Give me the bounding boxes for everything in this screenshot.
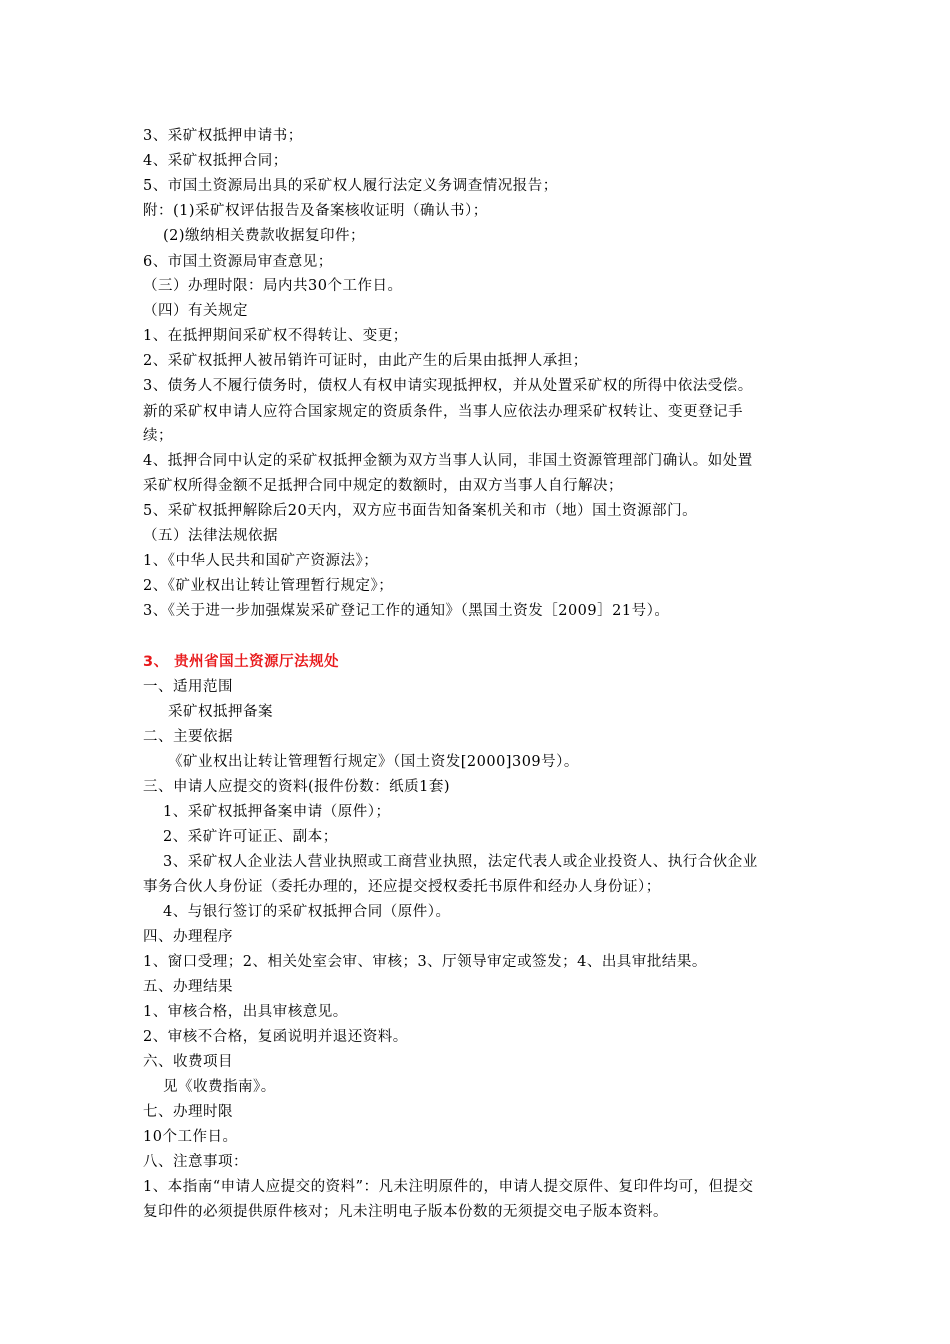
text-line: 1、在抵押期间采矿权不得转让、变更； <box>143 328 408 344</box>
text-line: 3、采矿权人企业法人营业执照或工商营业执照，法定代表人或企业投资人、执行合伙企业 <box>163 854 758 870</box>
text-line: 事务合伙人身份证（委托办理的，还应提交授权委托书原件和经办人身份证）； <box>143 879 661 895</box>
section-heading: 四、办理程序 <box>143 929 233 945</box>
text-line: 复印件的必须提供原件核对；凡未注明电子版本份数的无须提交电子版本资料。 <box>143 1204 668 1220</box>
section-heading: 三、申请人应提交的资料(报件份数：纸质1套) <box>143 779 451 795</box>
text-line: 新的采矿权申请人应符合国家规定的资质条件，当事人应依法办理采矿权转让、变更登记手 <box>143 404 743 420</box>
section-heading: 二、主要依据 <box>143 729 233 745</box>
text-line: 3、采矿权抵押申请书； <box>143 128 303 144</box>
section-heading: 五、办理结果 <box>143 979 233 995</box>
text-line: 4、与银行签订的采矿权抵押合同（原件）。 <box>163 904 451 920</box>
section-heading: （四）有关规定 <box>143 303 248 319</box>
section-title: 3、 贵州省国土资源厅法规处 <box>143 654 340 670</box>
text-line: 采矿权抵押备案 <box>168 704 273 720</box>
text-line: 《矿业权出让转让管理暂行规定》（国土资发[2000]309号）。 <box>168 754 579 770</box>
text-line: 见《收费指南》。 <box>163 1079 276 1095</box>
text-line: 采矿权所得金额不足抵押合同中规定的数额时，由双方当事人自行解决； <box>143 478 623 494</box>
text-line: 5、采矿权抵押解除后20天内，双方应书面告知备案机关和市（地）国土资源部门。 <box>143 503 698 519</box>
text-line: 1、本指南“申请人应提交的资料”：凡未注明原件的，申请人提交原件、复印件均可，但提交 <box>143 1179 754 1195</box>
text-line: 1、审核合格，出具审核意见。 <box>143 1004 348 1020</box>
text-line: 10个工作日。 <box>143 1129 238 1145</box>
text-line: 续； <box>143 428 173 444</box>
text-line: 2、采矿许可证正、副本； <box>163 829 338 845</box>
section-heading: 八、注意事项： <box>143 1154 248 1170</box>
text-line: （三）办理时限：局内共30个工作日。 <box>143 278 403 294</box>
text-line: 2、《矿业权出让转让管理暂行规定》； <box>143 578 394 594</box>
section-heading: 六、收费项目 <box>143 1054 233 1070</box>
text-line: 3、债务人不履行债务时，债权人有权申请实现抵押权，并从处置采矿权的所得中依法受偿。 <box>143 378 753 394</box>
section-heading: 一、适用范围 <box>143 679 233 695</box>
text-line: 1、采矿权抵押备案申请（原件）； <box>163 804 391 820</box>
text-line: 附：(1)采矿权评估报告及备案核收证明（确认书）； <box>143 203 488 219</box>
text-line: 2、采矿权抵押人被吊销许可证时，由此产生的后果由抵押人承担； <box>143 353 588 369</box>
text-line: 6、市国土资源局审查意见； <box>143 254 333 270</box>
text-line: 1、《中华人民共和国矿产资源法》； <box>143 553 379 569</box>
text-line: (2)缴纳相关费款收据复印件； <box>163 228 366 244</box>
text-line: 4、抵押合同中认定的采矿权抵押金额为双方当事人认同，非国土资源管理部门确认。如处置 <box>143 453 753 469</box>
text-line: 2、审核不合格，复函说明并退还资料。 <box>143 1029 408 1045</box>
text-line: 5、市国土资源局出具的采矿权人履行法定义务调查情况报告； <box>143 178 558 194</box>
text-line: 1、窗口受理；2、相关处室会审、审核；3、厅领导审定或签发；4、出具审批结果。 <box>143 954 707 970</box>
section-heading: （五）法律法规依据 <box>143 528 278 544</box>
section-heading: 七、办理时限 <box>143 1104 233 1120</box>
text-line: 3、《关于进一步加强煤炭采矿登记工作的通知》（黑国土资发［2009］21号）。 <box>143 603 670 619</box>
text-line: 4、采矿权抵押合同； <box>143 153 288 169</box>
